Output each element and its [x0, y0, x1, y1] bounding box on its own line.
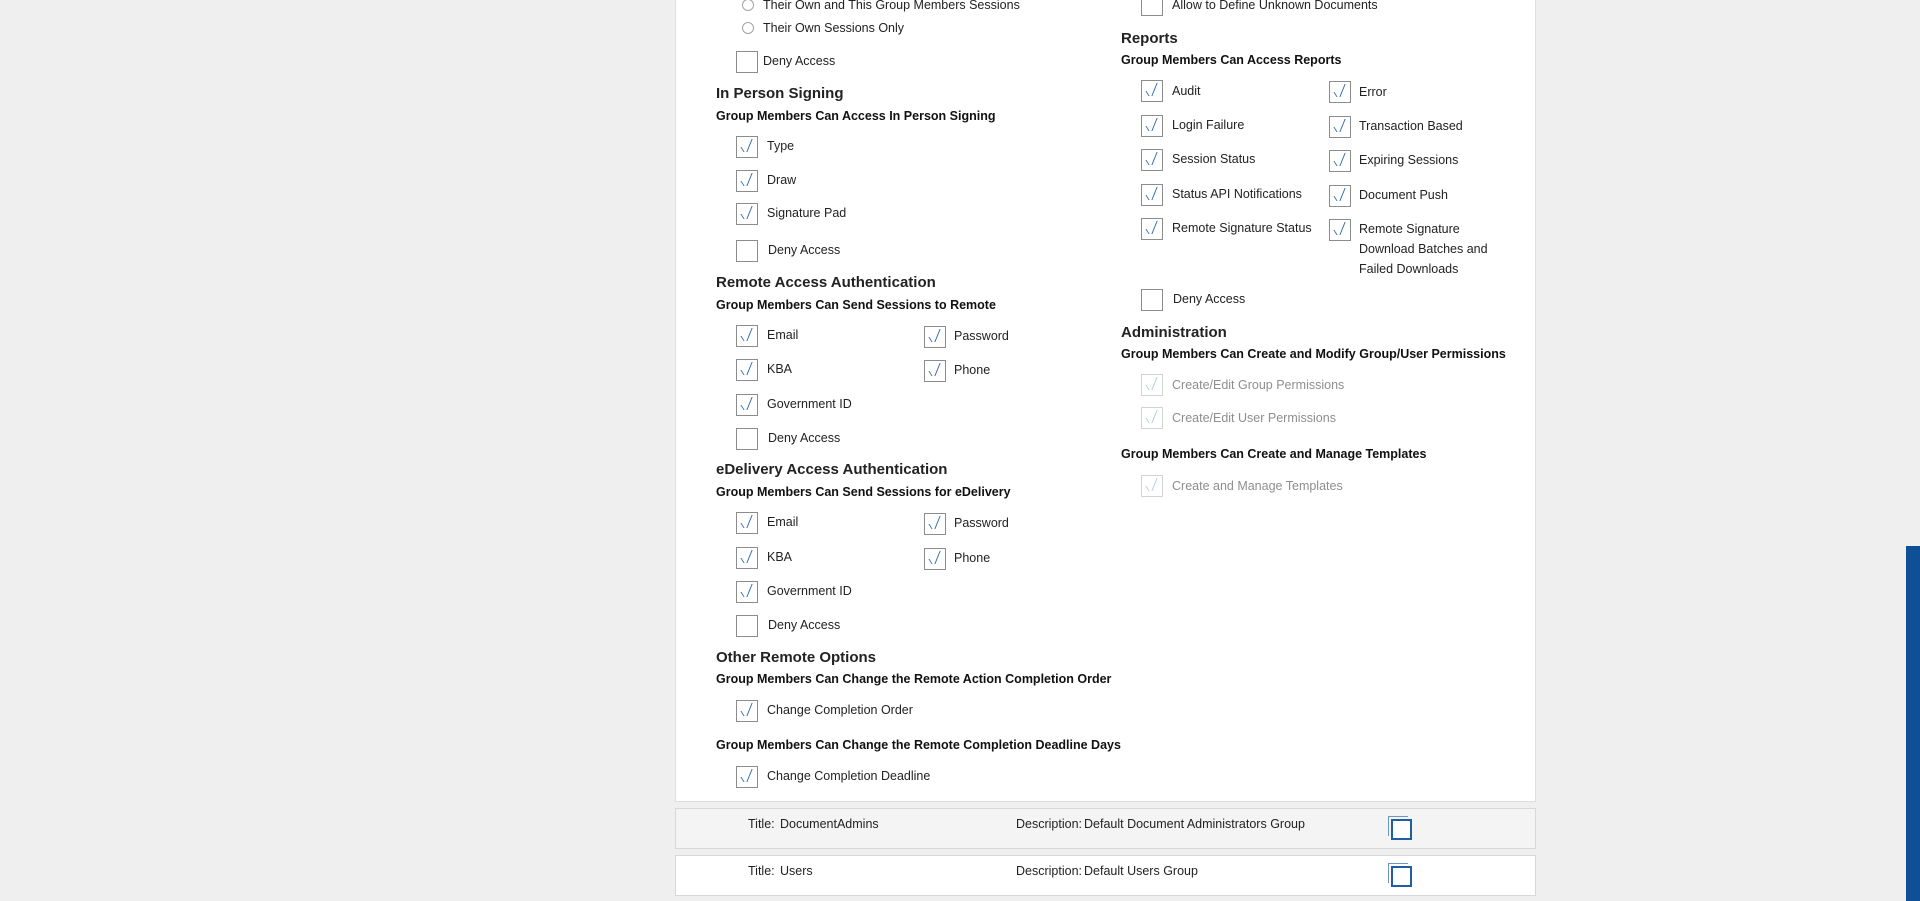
- ips-deny-label[interactable]: Deny Access: [768, 243, 841, 257]
- report-document-push-checkbox[interactable]: [1329, 185, 1351, 207]
- scrollbar-thumb[interactable]: [1906, 546, 1920, 901]
- administration-title: Administration: [1121, 324, 1227, 341]
- report-session-status-label[interactable]: Session Status: [1172, 152, 1256, 166]
- change-completion-order-checkbox[interactable]: [736, 700, 758, 722]
- edelivery-government-id-label[interactable]: Government ID: [767, 584, 852, 598]
- session-deny-label[interactable]: Deny Access: [763, 54, 836, 68]
- radio-own-only-label[interactable]: Their Own Sessions Only: [763, 21, 905, 35]
- radio-own-only[interactable]: [742, 22, 754, 34]
- allow-unknown-documents-checkbox[interactable]: [1141, 0, 1163, 16]
- change-completion-deadline-label[interactable]: Change Completion Deadline: [767, 769, 931, 783]
- edelivery-government-id-checkbox[interactable]: [736, 581, 758, 603]
- reports-title: Reports: [1121, 30, 1178, 47]
- report-login-failure-checkbox[interactable]: [1141, 115, 1163, 137]
- radio-own-and-members-label[interactable]: Their Own and This Group Members Sessions: [763, 0, 1020, 12]
- report-remote-signature-download-label-line-1[interactable]: Remote Signature: [1359, 222, 1460, 236]
- group-description-label: Description:: [1016, 864, 1082, 878]
- report-transaction-based-label[interactable]: Transaction Based: [1359, 119, 1463, 133]
- report-error-label[interactable]: Error: [1359, 85, 1387, 99]
- remote-password-checkbox[interactable]: [924, 326, 946, 348]
- report-remote-signature-status-label[interactable]: Remote Signature Status: [1172, 221, 1312, 235]
- report-expiring-sessions-label[interactable]: Expiring Sessions: [1359, 153, 1459, 167]
- report-remote-signature-download-label-line-3[interactable]: Failed Downloads: [1359, 262, 1459, 276]
- group-title-value: Users: [780, 864, 813, 878]
- remote-government-id-label[interactable]: Government ID: [767, 397, 852, 411]
- report-status-api-label[interactable]: Status API Notifications: [1172, 187, 1302, 201]
- report-status-api-checkbox[interactable]: [1141, 184, 1163, 206]
- edelivery-auth-title: eDelivery Access Authentication: [716, 461, 948, 478]
- change-completion-order-label[interactable]: Change Completion Order: [767, 703, 913, 717]
- report-transaction-based-checkbox[interactable]: [1329, 116, 1351, 138]
- remote-deny-checkbox[interactable]: [736, 428, 758, 450]
- allow-unknown-documents-label[interactable]: Allow to Define Unknown Documents: [1172, 0, 1378, 12]
- reports-subtitle: Group Members Can Access Reports: [1121, 53, 1342, 67]
- remote-deny-label[interactable]: Deny Access: [768, 431, 841, 445]
- create-edit-group-permissions-label: Create/Edit Group Permissions: [1172, 378, 1345, 392]
- session-deny-checkbox[interactable]: [736, 51, 758, 73]
- group-row[interactable]: [675, 808, 1536, 849]
- other-remote-deadline-subtitle: Group Members Can Change the Remote Completion Deadline Days: [716, 738, 1121, 752]
- report-document-push-label[interactable]: Document Push: [1359, 188, 1448, 202]
- other-remote-order-subtitle: Group Members Can Change the Remote Action Completion Order: [716, 672, 1112, 686]
- ips-signature-pad-label[interactable]: Signature Pad: [767, 206, 847, 220]
- edelivery-phone-checkbox[interactable]: [924, 548, 946, 570]
- edelivery-kba-checkbox[interactable]: [736, 547, 758, 569]
- group-row[interactable]: [675, 855, 1536, 896]
- edelivery-auth-subtitle: Group Members Can Send Sessions for eDelivery: [716, 485, 1011, 499]
- group-description-value: Default Users Group: [1084, 864, 1198, 878]
- edelivery-password-label[interactable]: Password: [954, 516, 1009, 530]
- edelivery-email-checkbox[interactable]: [736, 512, 758, 534]
- ips-deny-checkbox[interactable]: [736, 240, 758, 262]
- remote-email-label[interactable]: Email: [767, 328, 799, 342]
- edelivery-deny-label[interactable]: Deny Access: [768, 618, 841, 632]
- group-title-value: DocumentAdmins: [780, 817, 879, 831]
- create-edit-group-permissions-checkbox[interactable]: [1141, 374, 1163, 396]
- remote-government-id-checkbox[interactable]: [736, 394, 758, 416]
- create-edit-user-permissions-checkbox[interactable]: [1141, 407, 1163, 429]
- group-description-value: Default Document Administrators Group: [1084, 817, 1305, 831]
- edelivery-phone-label[interactable]: Phone: [954, 551, 991, 565]
- administration-templates-subtitle: Group Members Can Create and Manage Templates: [1121, 447, 1427, 461]
- report-session-status-checkbox[interactable]: [1141, 149, 1163, 171]
- copy-group-button[interactable]: [1388, 863, 1414, 889]
- ips-draw-label[interactable]: Draw: [767, 173, 797, 187]
- remote-auth-subtitle: Group Members Can Send Sessions to Remote: [716, 298, 996, 312]
- remote-email-checkbox[interactable]: [736, 325, 758, 347]
- report-remote-signature-download-label-line-2[interactable]: Download Batches and: [1359, 242, 1488, 256]
- in-person-signing-subtitle: Group Members Can Access In Person Signing: [716, 109, 996, 123]
- edelivery-deny-checkbox[interactable]: [736, 615, 758, 637]
- report-error-checkbox[interactable]: [1329, 81, 1351, 103]
- create-manage-templates-label: Create and Manage Templates: [1172, 479, 1343, 493]
- report-deny-checkbox[interactable]: [1141, 289, 1163, 311]
- other-remote-title: Other Remote Options: [716, 649, 877, 666]
- edelivery-password-checkbox[interactable]: [924, 513, 946, 535]
- ips-type-checkbox[interactable]: [736, 136, 758, 158]
- report-audit-label[interactable]: Audit: [1172, 84, 1201, 98]
- administration-permissions-subtitle: Group Members Can Create and Modify Group/User Permissions: [1121, 347, 1506, 361]
- edelivery-kba-label[interactable]: KBA: [767, 550, 793, 564]
- remote-password-label[interactable]: Password: [954, 329, 1009, 343]
- create-manage-templates-checkbox[interactable]: [1141, 475, 1163, 497]
- remote-kba-checkbox[interactable]: [736, 359, 758, 381]
- remote-phone-label[interactable]: Phone: [954, 363, 991, 377]
- ips-signature-pad-checkbox[interactable]: [736, 203, 758, 225]
- ips-type-label[interactable]: Type: [767, 139, 795, 153]
- create-edit-user-permissions-label: Create/Edit User Permissions: [1172, 411, 1336, 425]
- report-deny-label[interactable]: Deny Access: [1173, 292, 1246, 306]
- copy-group-button[interactable]: [1388, 816, 1414, 842]
- report-expiring-sessions-checkbox[interactable]: [1329, 150, 1351, 172]
- in-person-signing-title: In Person Signing: [716, 85, 844, 102]
- edelivery-email-label[interactable]: Email: [767, 515, 799, 529]
- report-remote-signature-status-checkbox[interactable]: [1141, 218, 1163, 240]
- group-title-label: Title:: [748, 864, 775, 878]
- change-completion-deadline-checkbox[interactable]: [736, 766, 758, 788]
- report-audit-checkbox[interactable]: [1141, 80, 1163, 102]
- ips-draw-checkbox[interactable]: [736, 170, 758, 192]
- group-description-label: Description:: [1016, 817, 1082, 831]
- report-login-failure-label[interactable]: Login Failure: [1172, 118, 1245, 132]
- group-title-label: Title:: [748, 817, 775, 831]
- remote-kba-label[interactable]: KBA: [767, 362, 793, 376]
- remote-phone-checkbox[interactable]: [924, 360, 946, 382]
- report-remote-signature-download-checkbox[interactable]: [1329, 219, 1351, 241]
- remote-auth-title: Remote Access Authentication: [716, 274, 936, 291]
